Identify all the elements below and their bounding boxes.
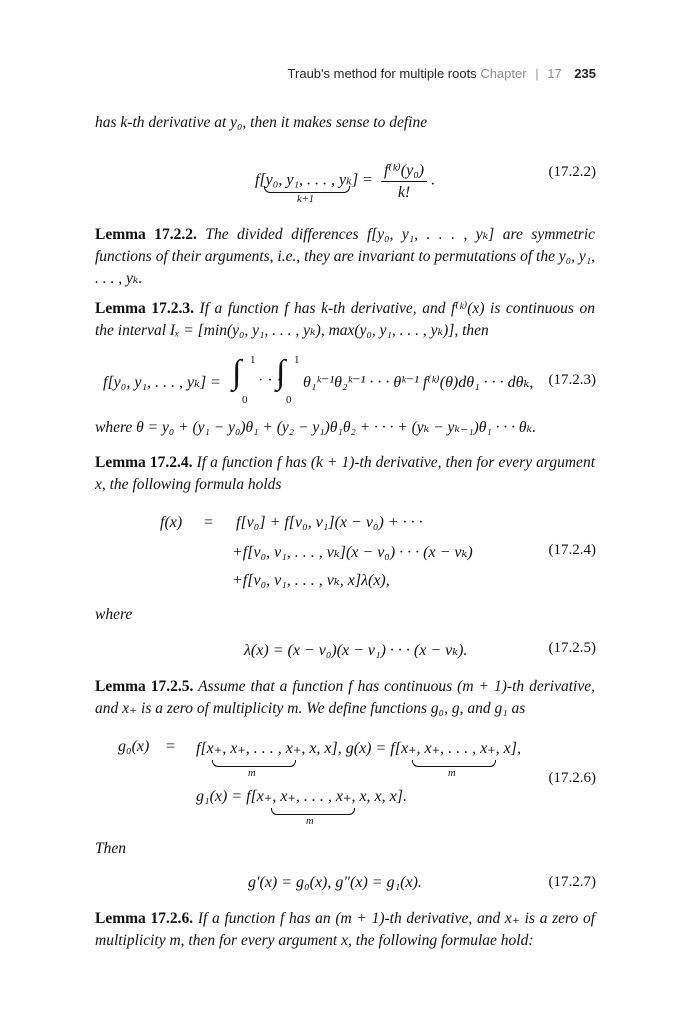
intro-text: has k-th derivative at y₀, then it makes sense to define	[95, 114, 428, 131]
eq-17-2-6-equals: =	[166, 738, 176, 755]
eq-17-2-4-line2: +f[v₀, v₁, . . . , vₖ](x − v₀) · · · (x − vₖ)	[232, 544, 473, 561]
eq-number: (17.2.7)	[548, 874, 596, 890]
eq-17-2-4-line3: +f[v₀, v₁, . . . , vₖ, x]λ(x),	[232, 572, 390, 589]
eq-number: (17.2.4)	[548, 542, 596, 558]
eq-number: (17.2.2)	[548, 164, 596, 180]
eq-number: (17.2.6)	[548, 770, 596, 786]
lemma-17-2-2	[95, 224, 595, 290]
lemma-text: If a function f has an (m + 1)-th derivative, and x₊ is a zero of multiplicity m, then for every argument x, the following formulae hold:	[95, 910, 596, 949]
lemma-text: The divided differences f[y₀, y₁, . . . , yₖ] are symmetric functions of their arguments, i.e., they are invariant to permutations of the y₀, y₁, . . . , yₖ.	[95, 226, 596, 287]
eq-17-2-4-equals: =	[204, 514, 214, 531]
eq-17-2-3-lhs: f[y₀, y₁, . . . , yₖ] =	[103, 374, 221, 391]
integral-upper-limit: 1	[294, 354, 300, 366]
where-label: where	[95, 606, 133, 623]
eq-17-2-2-lhs: f[y₀, y₁, . . . , yₖ] =	[255, 171, 373, 189]
underbrace	[212, 760, 296, 767]
stars-group: x₊, x₊, . . . , x₊	[256, 788, 352, 805]
eq-17-2-5: λ(x) = (x − v₀)(x − v₁) · · · (x − vₖ).	[244, 642, 468, 659]
eq-number: (17.2.3)	[548, 372, 596, 388]
lemma-17-2-3	[95, 298, 595, 342]
lemma-label: Lemma 17.2.5.	[95, 678, 194, 695]
lemma-label: Lemma 17.2.2.	[95, 226, 197, 243]
lemma-text: If a function f has k-th derivative, and f⁽ᵏ⁾(x) is continuous on the interval Iₓ = [min(y₀, y₁, . . . , yₖ), max(y₀, y₁, . . . , yₖ)], then	[95, 300, 595, 339]
eq-17-2-3-integrand: θ₁ᵏ⁻¹θ₂ᵏ⁻¹ · · · θᵏ⁻¹ f⁽ᵏ⁾(θ)dθ₁ · · · dθₖ,	[303, 374, 534, 391]
eq-17-2-2-trail: .	[431, 171, 436, 189]
where-theta: where θ = y₀ + (y₁ − y₀)θ₁ + (y₂ − y₁)θ₁θ₂ + · · · + (yₖ − yₖ₋₁)θ₁ · · · θₖ.	[95, 419, 537, 436]
page-number: 235	[574, 66, 596, 81]
chapter-label: Chapter	[480, 66, 527, 81]
underbrace	[412, 760, 496, 767]
lemma-text: Assume that a function f has continuous (m + 1)-th derivative, and x₊ is a zero of multiplicity m. We define functions g₀, g, and g₁ as	[95, 678, 595, 717]
eq-17-2-6-line2: g₁(x) = f[x₊, x₊, . . . , x₊, x, x, x].	[196, 788, 407, 805]
underbrace	[264, 186, 350, 193]
header-separator: |	[535, 66, 539, 81]
eq-number: (17.2.5)	[548, 640, 596, 656]
running-header	[288, 66, 596, 81]
brace-label: m	[448, 768, 456, 779]
eq-17-2-2-brace-label: k+1	[297, 194, 314, 205]
chapter-number: 17	[547, 66, 562, 81]
eq-17-2-2-denominator: k!	[397, 184, 411, 201]
stars-group: x₊, x₊, . . . , x₊	[206, 740, 302, 757]
running-title: Traub's method for multiple roots	[287, 66, 477, 81]
integral-lower-limit: 0	[242, 394, 248, 406]
integral-upper-limit: 1	[250, 354, 256, 366]
ellipsis: · · ·	[258, 372, 282, 389]
eq-17-2-2	[255, 160, 435, 202]
lemma-17-2-6	[95, 908, 595, 952]
integral-sign: ∫	[276, 354, 286, 391]
eq-17-2-4-lhs: f(x)	[160, 514, 183, 531]
eq-17-2-6-lhs: g₀(x)	[118, 738, 150, 755]
underbrace	[271, 808, 355, 815]
eq-17-2-6-line1: f[x₊, x₊, . . . , x₊, x, x], g(x) = f[x₊, x₊, . . . , x₊, x],	[196, 740, 521, 757]
lemma-17-2-5	[95, 676, 595, 720]
integral-sign: ∫	[232, 354, 242, 391]
lemma-text: If a function f has (k + 1)-th derivative, then for every argument x, the following formula holds	[95, 454, 595, 493]
lemma-label: Lemma 17.2.6.	[95, 910, 194, 927]
stars-group: x₊, x₊, . . . , x₊	[400, 740, 496, 757]
then-label: Then	[95, 840, 126, 857]
integral-lower-limit: 0	[286, 394, 292, 406]
lemma-label: Lemma 17.2.4.	[95, 454, 193, 471]
eq-17-2-2-numerator: f⁽ᵏ⁾(y₀)	[381, 160, 427, 182]
eq-17-2-4-line1: f[v₀] + f[v₀, v₁](x − v₀) + · · ·	[236, 514, 423, 531]
lemma-label: Lemma 17.2.3.	[95, 300, 194, 317]
lemma-17-2-4	[95, 452, 595, 496]
brace-label: m	[306, 816, 314, 827]
brace-label: m	[248, 768, 256, 779]
eq-17-2-7: g′(x) = g₀(x), g″(x) = g₁(x).	[248, 874, 422, 891]
